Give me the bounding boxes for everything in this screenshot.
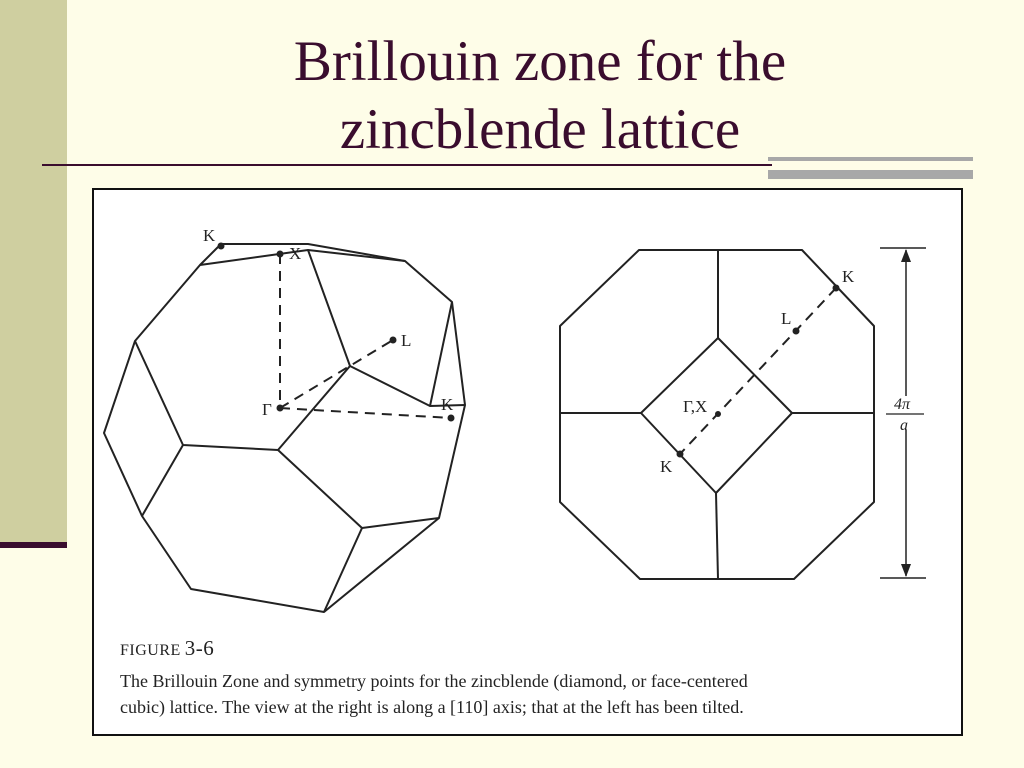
slide-title: [150, 28, 930, 164]
figure-number: 3-6: [184, 636, 215, 660]
label-gamma: Γ: [262, 400, 272, 419]
label-k-axial-bottom: K: [660, 457, 673, 476]
point-l-axial: [793, 328, 800, 335]
axial-symmetry-path: [680, 288, 836, 454]
caption-line-2: cubic) lattice. The view at the right is along a [110] axis; that at the left has been tilted.: [120, 697, 744, 717]
symmetry-points: [218, 243, 840, 458]
figure-caption: [120, 668, 940, 720]
zone-edges-face-d: [142, 445, 183, 516]
figure-label-word: FIGURE: [120, 642, 181, 659]
dimension-denominator: a: [900, 417, 908, 434]
title-accent-bar: [768, 157, 973, 161]
label-gamma-x: Γ,X: [683, 397, 708, 416]
figure-label: [120, 636, 214, 661]
zone-outline: [104, 244, 465, 612]
point-k-top-left: [218, 243, 225, 250]
dimension-marker: [880, 248, 926, 578]
zone-edges-face-e: [324, 528, 362, 612]
zone-edges-face-a: [135, 250, 350, 450]
label-l: L: [401, 331, 412, 350]
dimension-numerator: 4π: [894, 396, 911, 413]
sidebar-accent: [0, 542, 67, 548]
label-k-top: K: [203, 226, 216, 245]
brillouin-zone-diagram: [94, 190, 961, 734]
point-x-left: [277, 251, 284, 258]
title-accent-bar-2: [768, 170, 973, 179]
tilted-zone-figure: [104, 244, 465, 612]
zone-edges-face-c: [278, 450, 439, 528]
figure-panel: [92, 188, 963, 736]
label-x: X: [289, 244, 302, 263]
label-k-right: K: [441, 395, 454, 414]
point-k-right-left: [448, 415, 455, 422]
title-line-2: zincblende lattice: [339, 98, 741, 161]
point-k-top-axial: [833, 285, 840, 292]
sidebar-strip: [0, 0, 67, 544]
label-k-axial-top: K: [842, 267, 855, 286]
point-l-left: [390, 337, 397, 344]
zone-edges-face-f: [430, 302, 452, 406]
title-line-1: Brillouin zone for the: [293, 30, 787, 93]
point-k-bottom-axial: [677, 451, 684, 458]
point-gamma-x-axial: [715, 411, 721, 417]
point-gamma-left: [277, 405, 284, 412]
title-underline: [42, 164, 772, 166]
label-l-axial: L: [781, 309, 792, 328]
zone-edges-top: [200, 250, 405, 265]
caption-line-1: The Brillouin Zone and symmetry points for the zincblende (diamond, or face-centered: [120, 671, 748, 691]
